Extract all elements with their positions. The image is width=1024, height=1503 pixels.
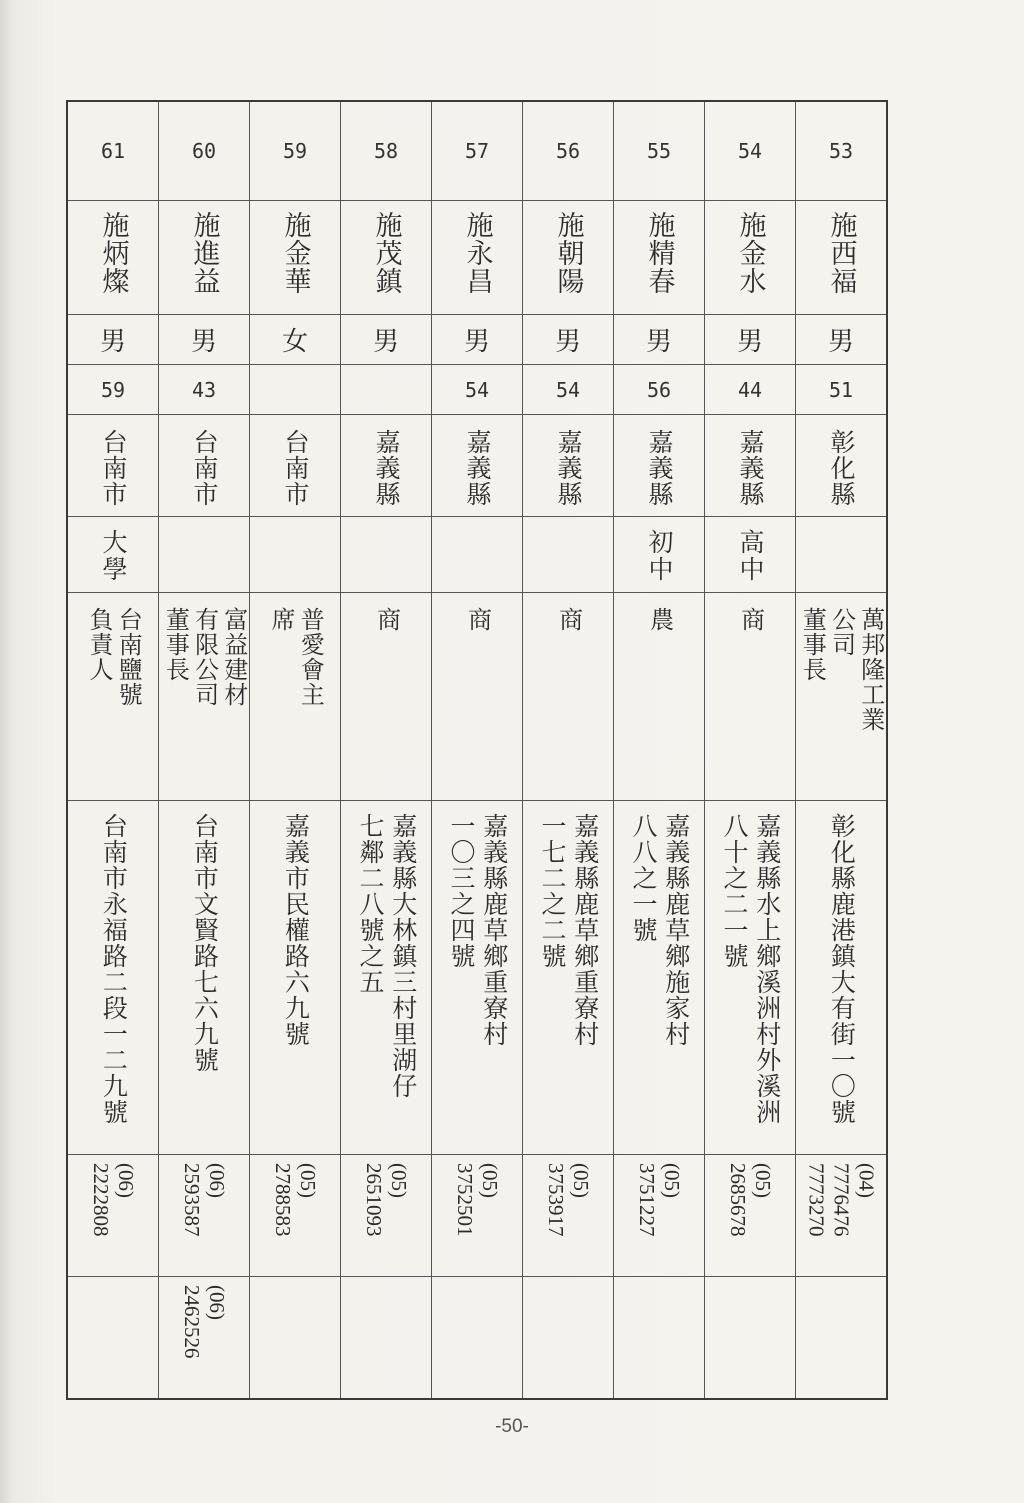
- name-cell: [68, 200, 158, 314]
- person-name: 施精春: [643, 211, 675, 295]
- phone2-cell: [614, 1276, 704, 1398]
- occupation-line: 富益建材: [219, 607, 248, 707]
- occupation-line: 負責人: [85, 607, 113, 682]
- phone2-cell: [159, 1276, 249, 1398]
- gender: 男: [645, 327, 672, 357]
- phone-line: (05): [296, 1163, 320, 1198]
- age: 59: [100, 377, 126, 402]
- phone-cell: [432, 1154, 522, 1276]
- phone-line: 2651093: [362, 1163, 386, 1237]
- education-cell: [705, 516, 795, 592]
- gender: 男: [827, 327, 854, 357]
- record-number: 53: [828, 139, 854, 163]
- record-number-cell: [159, 102, 249, 200]
- phone-line: (05): [478, 1163, 502, 1198]
- gender: 男: [372, 327, 399, 357]
- education-cell: [250, 516, 340, 592]
- address-cell: [432, 800, 522, 1154]
- address-line: 台南市文賢路七六九號: [190, 813, 220, 1073]
- origin-cell: [341, 414, 431, 516]
- phone-line: 7776476: [829, 1163, 854, 1237]
- age: 54: [555, 377, 581, 402]
- phone2-cell: [250, 1276, 340, 1398]
- phone-line: 2685678: [726, 1163, 750, 1237]
- gender: 男: [99, 327, 126, 357]
- age-cell: [523, 364, 613, 414]
- occupation-cell: [796, 592, 886, 800]
- gender-cell: [523, 314, 613, 364]
- education: 大學: [99, 529, 128, 583]
- age: 44: [737, 377, 763, 402]
- occupation-line: 商: [736, 607, 765, 632]
- origin-cell: [250, 414, 340, 516]
- record-column: [522, 102, 613, 1398]
- occupation-line: 有限公司: [190, 607, 219, 707]
- education: 高中: [736, 529, 765, 583]
- record-column: [158, 102, 249, 1398]
- gender: 男: [736, 327, 763, 357]
- record-column: [340, 102, 431, 1398]
- address-line: 八十之二一號: [720, 813, 749, 969]
- phone-line: (06): [205, 1285, 229, 1320]
- age: 51: [828, 377, 854, 402]
- name-cell: [796, 200, 886, 314]
- origin-cell: [705, 414, 795, 516]
- phone-cell: [796, 1154, 886, 1276]
- address-line: 嘉義縣水上鄉溪洲村外溪洲: [752, 813, 782, 1125]
- name-cell: [705, 200, 795, 314]
- address-cell: [796, 800, 886, 1154]
- record-number: 59: [282, 139, 308, 163]
- name-cell: [432, 200, 522, 314]
- phone-line: (06): [114, 1163, 138, 1198]
- address-cell: [68, 800, 158, 1154]
- record-number: 58: [373, 139, 399, 163]
- record-column: [249, 102, 340, 1398]
- phone-line: (05): [660, 1163, 684, 1198]
- occupation-line: 台南鹽號: [114, 607, 143, 707]
- phone2-cell: [796, 1276, 886, 1398]
- name-cell: [159, 200, 249, 314]
- name-cell: [341, 200, 431, 314]
- gender: 女: [281, 327, 308, 357]
- phone-line: (05): [387, 1163, 411, 1198]
- record-number-cell: [796, 102, 886, 200]
- phone-cell: [705, 1154, 795, 1276]
- phone-line: 2462526: [180, 1285, 204, 1359]
- name-cell: [614, 200, 704, 314]
- record-column: [68, 102, 158, 1398]
- address-line: 八八之一號: [629, 813, 658, 943]
- occupation-line: 商: [554, 607, 583, 632]
- record-number-cell: [523, 102, 613, 200]
- place-of-origin: 嘉義縣: [736, 429, 765, 507]
- address-line: 嘉義縣鹿草鄉施家村: [661, 813, 691, 1047]
- phone-cell: [68, 1154, 158, 1276]
- person-name: 施進益: [188, 211, 220, 295]
- gender-cell: [68, 314, 158, 364]
- origin-cell: [523, 414, 613, 516]
- address-line: 嘉義縣鹿草鄉重寮村: [570, 813, 600, 1047]
- occupation-line: 商: [463, 607, 492, 632]
- records-table: [66, 100, 888, 1400]
- occupation-line: 席: [267, 607, 295, 632]
- place-of-origin: 彰化縣: [827, 429, 856, 507]
- address-line: 一七二之二號: [538, 813, 567, 969]
- phone2-cell: [523, 1276, 613, 1398]
- origin-cell: [796, 414, 886, 516]
- address-cell: [159, 800, 249, 1154]
- origin-cell: [614, 414, 704, 516]
- address-line: 彰化縣鹿港鎮大有街一〇號: [827, 813, 857, 1125]
- record-number-cell: [432, 102, 522, 200]
- record-number: 54: [737, 139, 763, 163]
- phone2-cell: [68, 1276, 158, 1398]
- phone-line: 3752501: [453, 1163, 477, 1237]
- record-column: [704, 102, 795, 1398]
- phone-line: 2222808: [89, 1163, 113, 1237]
- phone-line: (04): [854, 1163, 879, 1198]
- phone-line: 2593587: [180, 1163, 204, 1237]
- gender: 男: [463, 327, 490, 357]
- occupation-cell: [523, 592, 613, 800]
- education-cell: [796, 516, 886, 592]
- record-column: [795, 102, 886, 1398]
- place-of-origin: 嘉義縣: [463, 429, 492, 507]
- address-cell: [523, 800, 613, 1154]
- record-column: [431, 102, 522, 1398]
- occupation-cell: [159, 592, 249, 800]
- occupation-line: 普愛會主: [296, 607, 325, 707]
- address-line: 七鄰二八號之五: [356, 813, 385, 995]
- gender-cell: [796, 314, 886, 364]
- occupation-cell: [614, 592, 704, 800]
- phone-cell: [341, 1154, 431, 1276]
- origin-cell: [68, 414, 158, 516]
- gender: 男: [554, 327, 581, 357]
- gender-cell: [341, 314, 431, 364]
- occupation-line: 董事長: [798, 607, 827, 682]
- gender-cell: [159, 314, 249, 364]
- education-cell: [523, 516, 613, 592]
- occupation-line: 農: [645, 607, 674, 632]
- phone-line: 7773270: [804, 1163, 829, 1237]
- occupation-line: 萬邦隆工業: [856, 607, 885, 732]
- record-column: [613, 102, 704, 1398]
- phone-cell: [614, 1154, 704, 1276]
- record-number-cell: [341, 102, 431, 200]
- age-cell: [432, 364, 522, 414]
- age-cell: [614, 364, 704, 414]
- address-line: 嘉義市民權路六九號: [281, 813, 311, 1047]
- place-of-origin: 嘉義縣: [554, 429, 583, 507]
- place-of-origin: 台南市: [99, 429, 128, 507]
- address-cell: [614, 800, 704, 1154]
- education: 初中: [645, 529, 674, 583]
- place-of-origin: 台南市: [190, 429, 219, 507]
- education-cell: [341, 516, 431, 592]
- page-number: -50-: [495, 1416, 529, 1437]
- place-of-origin: 嘉義縣: [372, 429, 401, 507]
- age-cell: [796, 364, 886, 414]
- origin-cell: [432, 414, 522, 516]
- place-of-origin: 台南市: [281, 429, 310, 507]
- address-line: 一〇三之四號: [447, 813, 476, 969]
- place-of-origin: 嘉義縣: [645, 429, 674, 507]
- phone-line: (05): [751, 1163, 775, 1198]
- phone2-cell: [341, 1276, 431, 1398]
- record-number-cell: [705, 102, 795, 200]
- record-number-cell: [250, 102, 340, 200]
- person-name: 施永昌: [461, 211, 493, 295]
- education-cell: [68, 516, 158, 592]
- gender-cell: [614, 314, 704, 364]
- record-number: 55: [646, 139, 672, 163]
- person-name: 施西福: [825, 211, 857, 295]
- occupation-cell: [250, 592, 340, 800]
- occupation-cell: [705, 592, 795, 800]
- occupation-line: 公司: [827, 607, 856, 657]
- record-number: 57: [464, 139, 490, 163]
- occupation-cell: [68, 592, 158, 800]
- age-cell: [341, 364, 431, 414]
- phone-cell: [523, 1154, 613, 1276]
- record-number-cell: [68, 102, 158, 200]
- phone-line: 3751227: [635, 1163, 659, 1237]
- age: 56: [646, 377, 672, 402]
- occupation-line: 商: [372, 607, 401, 632]
- age-cell: [250, 364, 340, 414]
- phone-line: 3753917: [544, 1163, 568, 1237]
- address-cell: [250, 800, 340, 1154]
- gender-cell: [705, 314, 795, 364]
- age-cell: [68, 364, 158, 414]
- phone-line: (05): [569, 1163, 593, 1198]
- person-name: 施金水: [734, 211, 766, 295]
- phone-cell: [159, 1154, 249, 1276]
- occupation-cell: [341, 592, 431, 800]
- phone-cell: [250, 1154, 340, 1276]
- record-number: 60: [191, 139, 217, 163]
- occupation-line: 董事長: [161, 607, 190, 682]
- age-cell: [159, 364, 249, 414]
- record-number: 56: [555, 139, 581, 163]
- education-cell: [614, 516, 704, 592]
- age-cell: [705, 364, 795, 414]
- address-line: 台南市永福路二段一二九號: [99, 813, 129, 1125]
- phone-line: 2788583: [271, 1163, 295, 1237]
- origin-cell: [159, 414, 249, 516]
- education-cell: [432, 516, 522, 592]
- record-number: 61: [100, 139, 126, 163]
- address-cell: [705, 800, 795, 1154]
- age: 54: [464, 377, 490, 402]
- person-name: 施金華: [279, 211, 311, 295]
- age: 43: [191, 377, 217, 402]
- gender-cell: [250, 314, 340, 364]
- gender: 男: [190, 327, 217, 357]
- phone2-cell: [705, 1276, 795, 1398]
- name-cell: [523, 200, 613, 314]
- record-number-cell: [614, 102, 704, 200]
- address-line: 嘉義縣大林鎮三村里湖仔: [388, 813, 418, 1099]
- occupation-cell: [432, 592, 522, 800]
- address-line: 嘉義縣鹿草鄉重寮村: [479, 813, 509, 1047]
- phone2-cell: [432, 1276, 522, 1398]
- phone-line: (06): [205, 1163, 229, 1198]
- person-name: 施朝陽: [552, 211, 584, 295]
- gender-cell: [432, 314, 522, 364]
- person-name: 施炳燦: [97, 211, 129, 295]
- name-cell: [250, 200, 340, 314]
- person-name: 施茂鎮: [370, 211, 402, 295]
- education-cell: [159, 516, 249, 592]
- address-cell: [341, 800, 431, 1154]
